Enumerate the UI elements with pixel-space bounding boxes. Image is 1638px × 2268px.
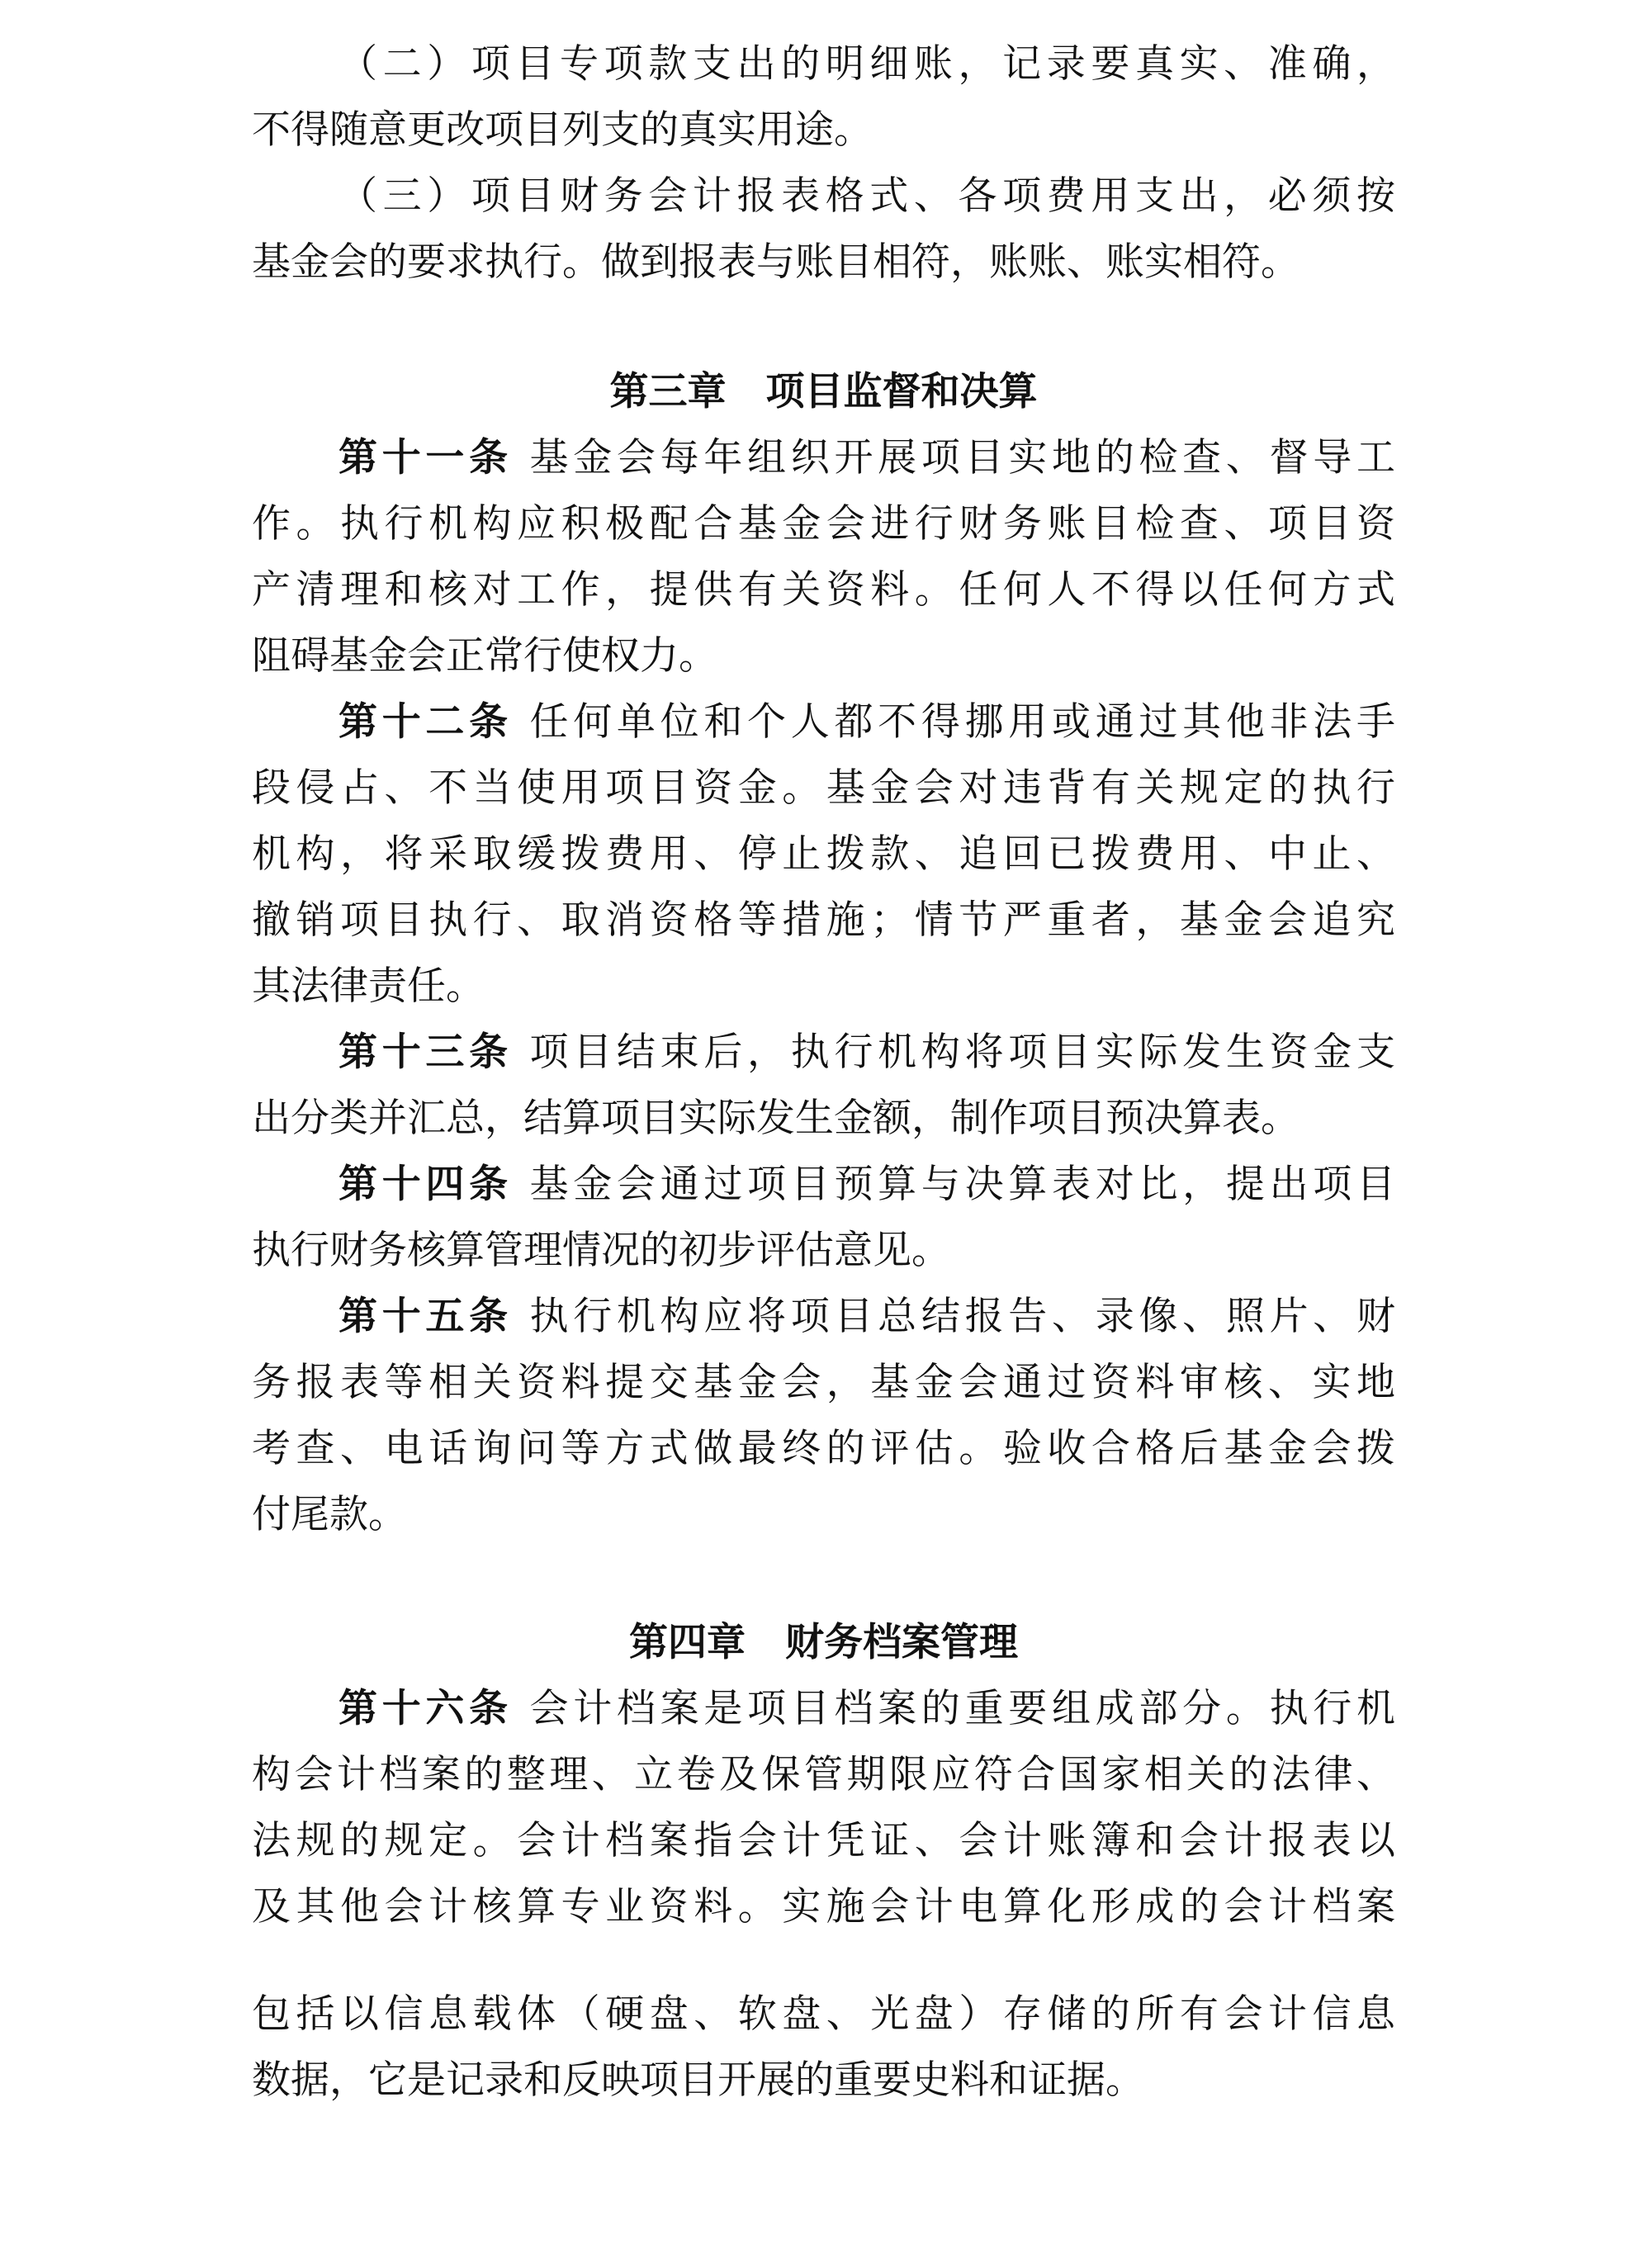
paragraph-2-line-1: （二）项目专项款支出的明细账，记录要真实、准确，: [338, 41, 1395, 87]
article-13-label: 第十三条: [338, 1030, 513, 1075]
chapter-3-number: 第三章: [609, 369, 727, 414]
article-12-line-2: 段侵占、不当使用项目资金。基金会对违背有关规定的执行: [252, 765, 1395, 811]
article-16-line-1: [338, 1684, 1395, 1734]
article-11-line-3: 产清理和核对工作，提供有关资料。任何人不得以任何方式: [252, 567, 1395, 613]
article-11-label: 第十一条: [338, 435, 513, 481]
article-15-line-4: 付尾款。: [252, 1492, 407, 1537]
article-12-line-5: 其法律责任。: [252, 964, 485, 1009]
chapter-4-heading: [252, 1618, 1395, 1668]
chapter-4-title: 财务档案管理: [785, 1620, 1018, 1665]
article-15-line-2: 务报表等相关资料提交基金会，基金会通过资料审核、实地: [252, 1360, 1395, 1405]
article-16-line-4: 及其他会计核算专业资料。实施会计电算化形成的会计档案: [252, 1884, 1395, 1929]
paragraph-2-line-2: 不得随意更改项目列支的真实用途。: [252, 107, 873, 153]
article-16-label: 第十六条: [338, 1686, 513, 1731]
chapter-3-title: 项目监督和决算: [765, 369, 1038, 414]
article-12-text-1: 任何单位和个人都不得挪用或通过其他非法手: [529, 699, 1395, 745]
article-11-line-2: 作。执行机构应积极配合基金会进行财务账目检查、项目资: [252, 501, 1395, 547]
article-13-text-1: 项目结束后，执行机构将项目实际发生资金支: [529, 1030, 1395, 1075]
article-16-line-6: 数据，它是记录和反映项目开展的重要史料和证据。: [252, 2057, 1144, 2103]
chapter-3-heading: [252, 367, 1395, 417]
article-16-line-5: 包括以信息载体（硬盘、软盘、光盘）存储的所有会计信息: [252, 1991, 1395, 2037]
article-16-text-1: 会计档案是项目档案的重要组成部分。执行机: [529, 1686, 1395, 1731]
article-15-line-3: 考查、电话询问等方式做最终的评估。验收合格后基金会拨: [252, 1426, 1395, 1471]
article-11-line-4: 阻碍基金会正常行使权力。: [252, 633, 717, 679]
paragraph-3-line-2: 基金会的要求执行。做到报表与账目相符，账账、账实相符。: [252, 239, 1300, 285]
article-11-text-1: 基金会每年组织开展项目实地的检查、督导工: [529, 435, 1395, 481]
article-14-label: 第十四条: [338, 1162, 513, 1207]
article-16-line-3: 法规的规定。会计档案指会计凭证、会计账簿和会计报表以: [252, 1818, 1395, 1863]
paragraph-3-line-1: （三）项目财务会计报表格式、各项费用支出，必须按: [338, 173, 1395, 219]
chapter-4-number: 第四章: [629, 1620, 746, 1665]
article-12-line-4: 撤销项目执行、取消资格等措施；情节严重者，基金会追究: [252, 897, 1395, 943]
article-11-line-1: [338, 433, 1395, 483]
article-13-line-1: [338, 1028, 1395, 1077]
article-14-line-2: 执行财务核算管理情况的初步评估意见。: [252, 1228, 950, 1273]
article-15-line-1: [338, 1292, 1395, 1342]
article-13-line-2: 出分类并汇总，结算项目实际发生金额，制作项目预决算表。: [252, 1096, 1300, 1141]
article-12-line-3: 机构，将采取缓拨费用、停止拨款、追回已拨费用、中止、: [252, 831, 1395, 877]
article-14-text-1: 基金会通过项目预算与决算表对比，提出项目: [529, 1162, 1395, 1207]
article-12-label: 第十二条: [338, 699, 513, 745]
article-16-line-2: 构会计档案的整理、立卷及保管期限应符合国家相关的法律、: [252, 1752, 1395, 1797]
article-15-label: 第十五条: [338, 1294, 513, 1339]
article-14-line-1: [338, 1160, 1395, 1210]
article-15-text-1: 执行机构应将项目总结报告、录像、照片、财: [529, 1294, 1395, 1339]
article-12-line-1: [338, 698, 1395, 747]
